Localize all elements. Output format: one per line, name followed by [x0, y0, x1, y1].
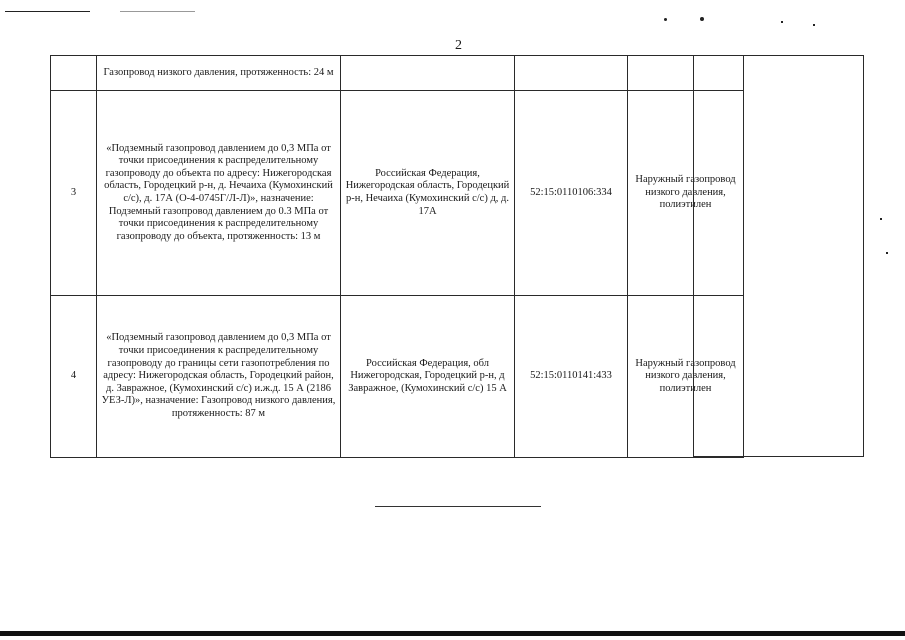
scan-mark: [886, 252, 888, 254]
table-row: [51, 56, 744, 91]
scan-mark: [120, 11, 195, 12]
object-address: [341, 56, 515, 91]
scan-mark: [664, 18, 667, 21]
table-row: [51, 296, 744, 458]
object-name: «Подземный газопровод давлением до 0,3 МПа от точки присоединения к распределительному газопроводу до объекта по адресу: Нижегородская область, Городецкий р-н, д. Нечаиха (Кумохинский с/с), д. 17А (О-4-0745Г/Л-Л)», назначение: Подземный газопровод давлением до 0.3 МПа от точки присоединения к распределительному газопроводу до объекта, протяженность: 13 м: [97, 91, 341, 296]
cadastral-number: 52:15:0110141:433: [515, 296, 628, 458]
scan-mark: [781, 21, 783, 23]
object-address: Российская Федерация, обл Нижегородская, Городецкий р-н, д Завражное, (Кумохинский с/с) 15 А: [341, 296, 515, 458]
object-name: «Подземный газопровод давлением до 0,3 МПа от точки присоединения к распределительному газопроводу до границы сети газопотребления по адресу: Нижегородская область, Городецкий район, д. Завражное, (Кумохинский с/с) и.ж.д. 15 А (2186 УЕЗ-Л)», назначение: Газопровод низкого давления, протяженность: 87 м: [97, 296, 341, 458]
end-rule: [375, 506, 541, 507]
scan-mark: [813, 24, 815, 26]
empty-column-box: [693, 55, 864, 457]
object-address: Российская Федерация, Нижегородская область, Городецкий р-н, Нечаиха (Кумохинский с/с) д, д. 17А: [341, 91, 515, 296]
table-row: [51, 91, 744, 296]
cadastral-number: 52:15:0110106:334: [515, 91, 628, 296]
object-description: Наружный газопровод низкого давления, полиэтилен: [628, 91, 744, 296]
object-name: Газопровод низкого давления, протяженность: 24 м: [97, 56, 341, 91]
row-number: [51, 56, 97, 91]
row-number: 3: [51, 91, 97, 296]
page-number: 2: [455, 38, 462, 53]
scan-mark: [5, 11, 90, 12]
scan-bottom-edge: [0, 631, 905, 636]
cadastral-number: [515, 56, 628, 91]
scan-mark: [700, 17, 704, 21]
registry-table: [50, 55, 744, 458]
scan-mark: [880, 218, 882, 220]
row-number: 4: [51, 296, 97, 458]
object-description: Наружный газопровод низкого давления, полиэтилен: [628, 296, 744, 458]
